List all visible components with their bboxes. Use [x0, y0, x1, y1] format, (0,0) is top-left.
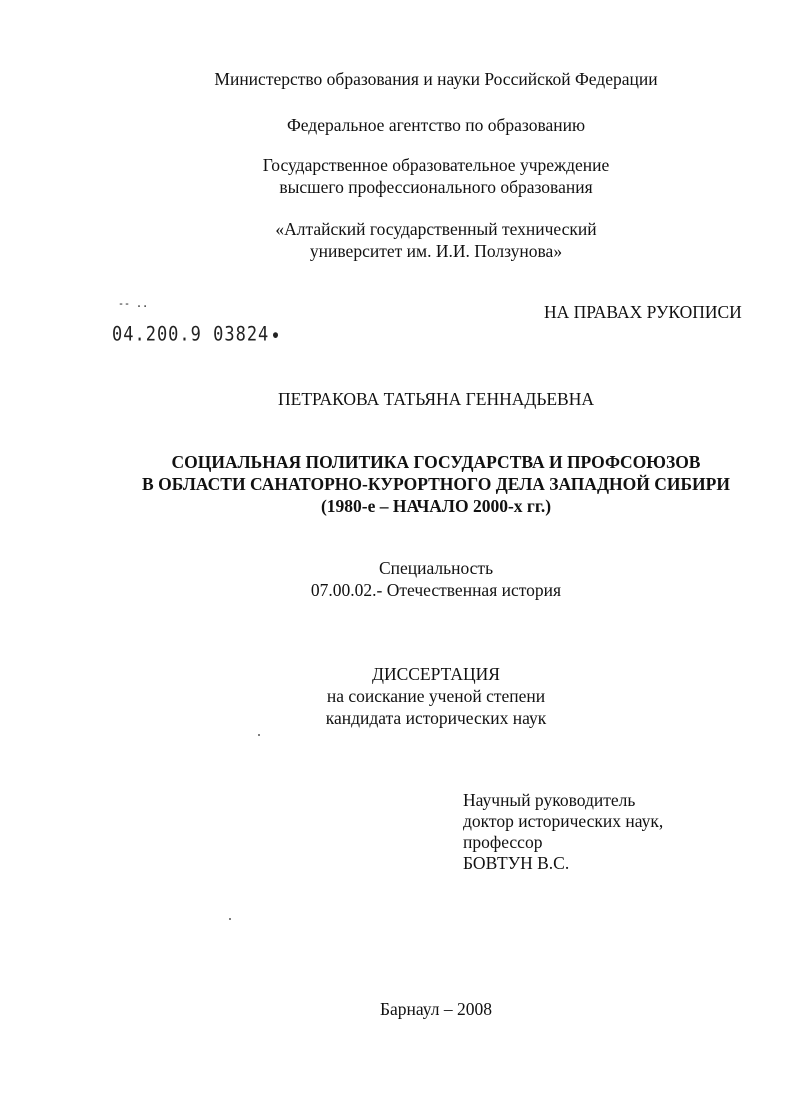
university-line-2: университет им. И.И. Ползунова»	[309, 241, 563, 261]
city-year: Барнаул – 2008	[379, 999, 493, 1019]
title-line-1: СОЦИАЛЬНАЯ ПОЛИТИКА ГОСУДАРСТВА И ПРОФСОЮЗОВ	[171, 452, 701, 472]
title-line-2: В ОБЛАСТИ САНАТОРНО-КУРОРТНОГО ДЕЛА ЗАПАДНОЙ СИБИРИ	[142, 474, 730, 494]
specialty-value: 07.00.02.- Отечественная история	[310, 580, 562, 600]
agency-line: Федеральное агентство по образованию	[286, 115, 586, 135]
rights-notice: НА ПРАВАХ РУКОПИСИ	[544, 302, 742, 322]
advisor-name: БОВТУН В.С.	[463, 853, 570, 873]
scan-speck	[229, 918, 231, 920]
dissertation-type: ДИССЕРТАЦИЯ	[372, 664, 500, 684]
advisor-title: профессор	[463, 832, 543, 852]
scan-speck	[258, 734, 260, 736]
title-line-3: (1980-е – НАЧАЛО 2000-х гг.)	[320, 496, 552, 516]
institution-line-2: высшего профессионального образования	[279, 177, 593, 197]
advisor-degree: доктор исторических наук,	[463, 811, 664, 831]
dissertation-field-line: кандидата исторических наук	[325, 708, 547, 728]
registration-stamp	[112, 323, 278, 346]
university-line-1: «Алтайский государственный технический	[275, 219, 597, 239]
stamp-dot-icon	[273, 332, 278, 338]
stamp-number: 04.200.9 03824	[112, 323, 270, 346]
ministry-line: Министерство образования и науки Российской Федерации	[214, 69, 658, 89]
author-name: ПЕТРАКОВА ТАТЬЯНА ГЕННАДЬЕВНА	[278, 389, 594, 409]
specialty-label: Специальность	[378, 558, 494, 578]
dissertation-degree-line: на соискание ученой степени	[326, 686, 546, 706]
advisor-label: Научный руководитель	[463, 790, 636, 810]
institution-line-1: Государственное образовательное учреждение	[262, 155, 610, 175]
stamp-mark: -- ..	[118, 298, 149, 311]
